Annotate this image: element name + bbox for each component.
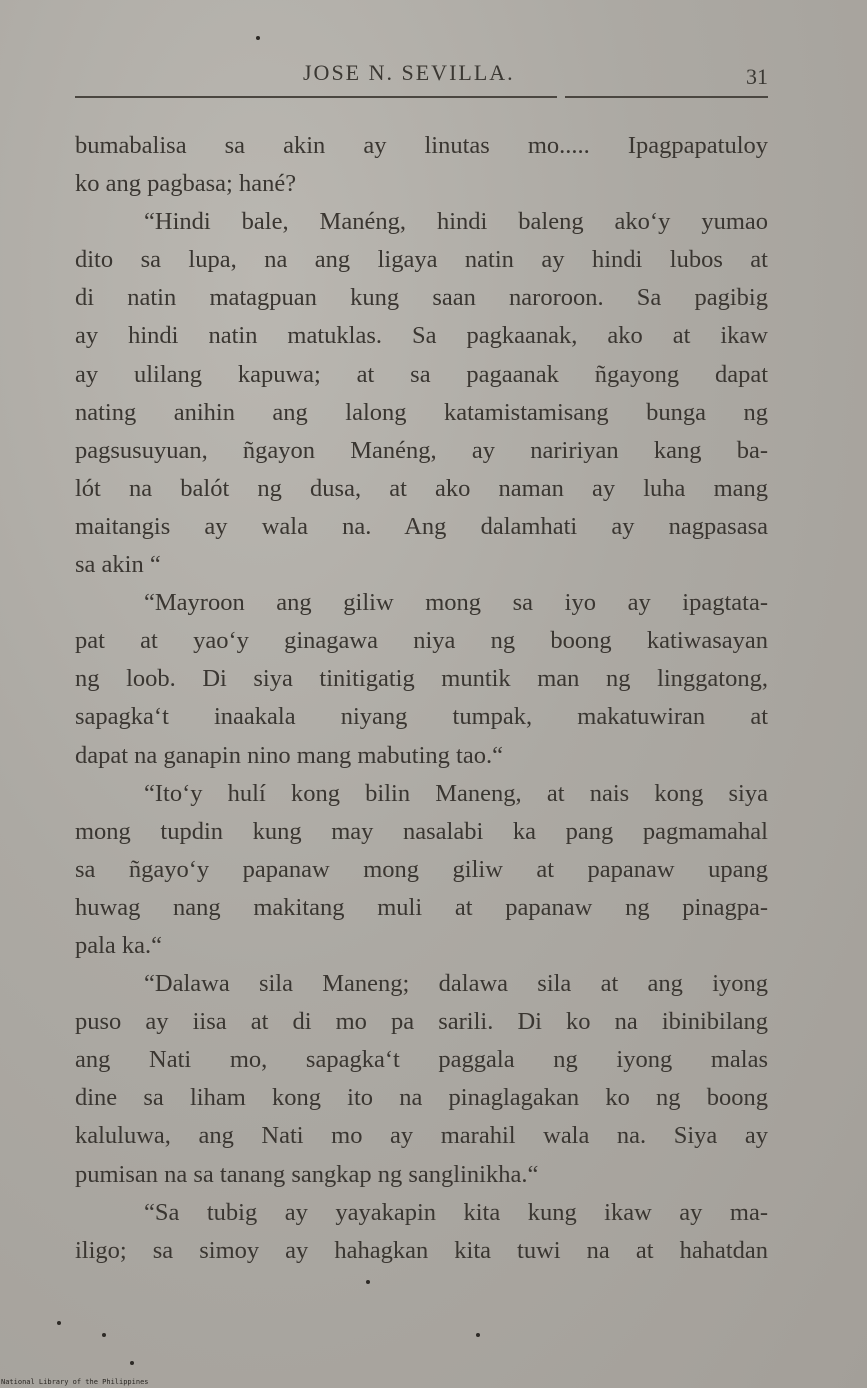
text-line: pumisan na sa tanang sangkap ng sanglinikha.“: [75, 1160, 539, 1188]
text-line: sa akin “: [75, 551, 161, 579]
text-line: dapat na ganapin nino mang mabuting tao.“: [75, 741, 503, 769]
text-line: maitangis ay wala na. Ang dalamhati ay nagpasasa: [75, 512, 768, 540]
text-line: pagsusuyuan, ñgayon Manéng, ay naririyan kang ba-: [75, 436, 768, 464]
text-line: dito sa lupa, na ang ligaya natin ay hindi lubos at: [75, 246, 768, 274]
header-rule-right: [565, 96, 768, 98]
text-line: iligo; sa simoy ay hahagkan kita tuwi na at hahatdan: [75, 1236, 768, 1264]
ink-speck: [476, 1333, 480, 1337]
text-line: “Mayroon ang giliw mong sa iyo ay ipagtata-: [144, 589, 768, 617]
text-line: pala ka.“: [75, 931, 163, 959]
text-line: sa ñgayo‘y papanaw mong giliw at papanaw upang: [75, 855, 768, 883]
text-line: “Hindi bale, Manéng, hindi baleng ako‘y yumao: [144, 208, 768, 236]
library-credit: National Library of the Philippines: [1, 1378, 149, 1386]
text-line: ang Nati mo, sapagka‘t paggala ng iyong malas: [75, 1046, 768, 1074]
text-line: ay hindi natin matuklas. Sa pagkaanak, ako at ikaw: [75, 322, 768, 350]
body-text: [75, 127, 768, 1270]
text-line: “Ito‘y hulí kong bilin Maneng, at nais kong siya: [144, 779, 768, 807]
page-header: [75, 58, 768, 98]
text-line: huwag nang makitang muli at papanaw ng pinagpa-: [75, 893, 768, 921]
text-line: bumabalisa sa akin ay linutas mo..... Ipagpapatuloy: [75, 132, 768, 159]
text-line: “Sa tubig ay yayakapin kita kung ikaw ay ma-: [144, 1198, 768, 1226]
text-line: ng loob. Di siya tinitigatig muntik man ng linggatong,: [75, 665, 768, 693]
ink-speck: [102, 1333, 106, 1337]
text-line: sapagka‘t inaakala niyang tumpak, makatuwiran at: [75, 703, 768, 731]
text-line: dine sa liham kong ito na pinaglagakan ko ng boong: [75, 1084, 768, 1112]
header-rule-left: [75, 96, 557, 98]
text-line: nating anihin ang lalong katamistamisang bunga ng: [75, 398, 768, 426]
text-line: kaluluwa, ang Nati mo ay marahil wala na. Siya ay: [75, 1122, 768, 1150]
text-line: puso ay iisa at di mo pa sarili. Di ko na ibinibilang: [75, 1008, 768, 1036]
text-line: ko ang pagbasa; hané?: [75, 170, 297, 198]
text-line: ay ulilang kapuwa; at sa pagaanak ñgayong dapat: [75, 360, 768, 388]
running-title: JOSE N. SEVILLA.: [303, 60, 515, 85]
ink-speck: [57, 1321, 61, 1325]
ink-speck: [256, 36, 260, 40]
text-line: “Dalawa sila Maneng; dalawa sila at ang iyong: [144, 970, 768, 998]
text-line: mong tupdin kung may nasalabi ka pang pagmamahal: [75, 817, 768, 845]
ink-speck: [130, 1361, 134, 1365]
page-number: 31: [746, 64, 768, 89]
text-line: lót na balót ng dusa, at ako naman ay luha mang: [75, 474, 768, 502]
text-line: di natin matagpuan kung saan naroroon. Sa pagibig: [75, 284, 768, 312]
text-line: pat at yao‘y ginagawa niya ng boong katiwasayan: [75, 627, 768, 655]
ink-speck: [366, 1280, 370, 1284]
